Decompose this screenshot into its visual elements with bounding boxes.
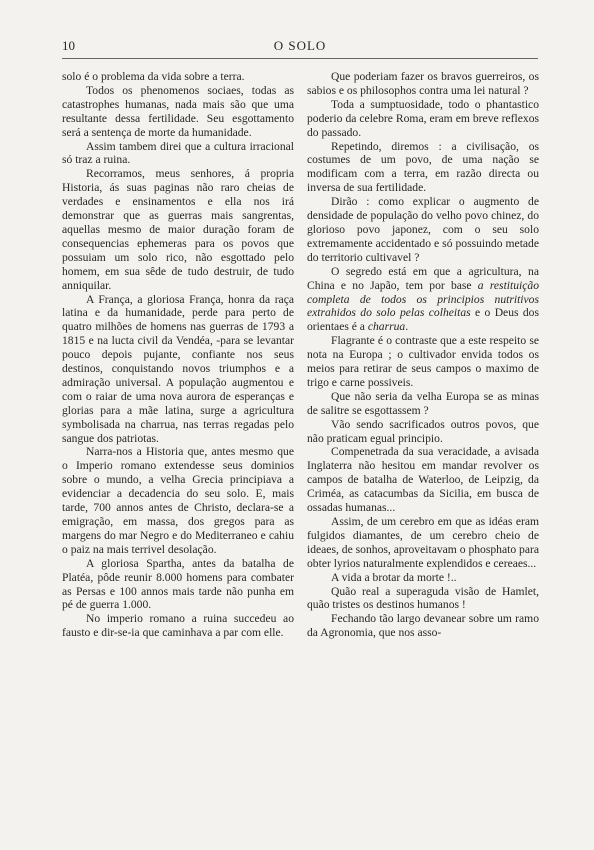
paragraph: A vida a brotar da morte !.. (331, 570, 457, 584)
paragraph: A França, a gloriosa França, honra da raça latina e da humanidade, perde para perto de quatro milhões de homens nas guerras de 1793 a 1815 e na lucta civil da Vendéa, -para se levantar pouco depois pujante, confiante nos seus destinos, conquistando novos triumphos e a admiração universal. A população augmentou e com o raiar de uma nova aurora de esperanças e glorias para a mãe latina, surge a agricultura symbolisada na charrua, nas terras regadas pelo sangue dos patriotas. (62, 292, 294, 445)
paragraph: Compenetrada da sua veracidade, a avisada Inglaterra não hesitou em mandar revolver os campos de batalha de Waterloo, de Leipzig, da Criméa, as catacumbas da Sicilia, em busca de ossadas humanas... (307, 445, 539, 515)
paragraph: Repetindo, diremos : a civilisação, os costumes de um povo, de uma nação se modificam com a terra, em razão directa ou inversa de sua fertilidade. (307, 139, 539, 195)
left-column (62, 70, 294, 640)
paragraph: Fechando tão largo devanear sobre um ramo da Agronomia, que nos asso- (307, 612, 539, 640)
text-run: . (405, 320, 409, 334)
paragraph: Que poderiam fazer os bravos guerreiros, os sabios e os philosophos contra uma lei natural ? (307, 70, 539, 97)
paragraph: Vão sendo sacrificados outros povos, que não praticam egual principio. (307, 417, 539, 445)
page-header (62, 38, 538, 59)
italic-word: charrua (367, 320, 406, 334)
right-column (307, 70, 539, 640)
text-run: e o Deus dos orientaes é a (307, 306, 539, 334)
paragraph (307, 265, 539, 335)
paragraph: Assim, de um cerebro em que as idéas eram fulgidos diamantes, de um cerebro cheio de ideaes, de sonhos, aproveitavam o phosphato para obter lyrios naturalmente explendidos e cereaes... (307, 515, 539, 570)
paragraph: Toda a sumptuosidade, todo o phantastico poderio da celebre Roma, eram em breve reflexos do passado. (307, 97, 539, 139)
paragraph: Assim tambem direi que a cultura irracional só traz a ruina. (62, 139, 294, 167)
paragraph: Que não seria da velha Europa se as minas de salitre se esgottassem ? (307, 389, 539, 417)
paragraph: Recorramos, meus senhores, á propria Historia, ás suas paginas não raro cheias de verdades e ensinamentos e ella nos irá demonstrar que as guerras mais sangrentas, aquellas mesmo de maior duração foram de consequencias ephemeras para os povos que possuiam um solo rico, não esgottado pelo homem, em sua sêde de tudo destruir, de tudo anniquilar. (62, 167, 294, 292)
text-run: O segredo está em que a agricultura, na China e no Japão, tem por base (307, 264, 539, 292)
paragraph: Quão real a superaguda visão de Hamlet, quão tristes os destinos humanos ! (307, 584, 539, 612)
paragraph: Dirão : como explicar o augmento de densidade de população do velho povo chinez, do glorioso povo japonez, com o seu solo extremamente accidentado e só possuindo metade do territorio cultivavel ? (307, 195, 539, 264)
running-title: O SOLO (273, 38, 327, 53)
paragraph: solo é o problema da vida sobre a terra. (62, 70, 245, 83)
paragraph: Flagrante é o contraste que a este respeito se nota na Europa ; o cultivador envida todos os meios para retirar de seus campos o maximo de trigo e carne possiveis. (307, 334, 539, 389)
page-number: 10 (62, 38, 75, 53)
paragraph: No imperio romano a ruina succedeu ao fausto e dir-se-ia que caminhava a par com elle. (62, 612, 294, 640)
italic-phrase: a restituição completa de todos os principios nutritivos extrahidos do solo pelas colheitas (307, 278, 539, 320)
paragraph: Narra-nos a Historia que, antes mesmo que o Imperio romano extendesse seus dominios sobre o mundo, a velha Grecia principiava a evidenciar a decadencia do seu solo. E, mais tarde, 700 annos antes de Christo, declara-se a emigração, em massa, dos gregos para as margens do mar Negro e do Mediterraneo e cahiu o paiz na mais terrivel desolação. (62, 445, 294, 556)
paragraph: A gloriosa Spartha, antes da batalha de Platéa, pôde reunir 8.000 homens para combater as Persas e 100 annos mais tarde não punha em pé de guerra 1.000. (62, 556, 294, 612)
paragraph: Todos os phenomenos sociaes, todas as catastrophes humanas, nada mais são que uma resultante dessa fertilidade. Seu esgottamento será a sentença de morte da humanidade. (62, 83, 294, 139)
